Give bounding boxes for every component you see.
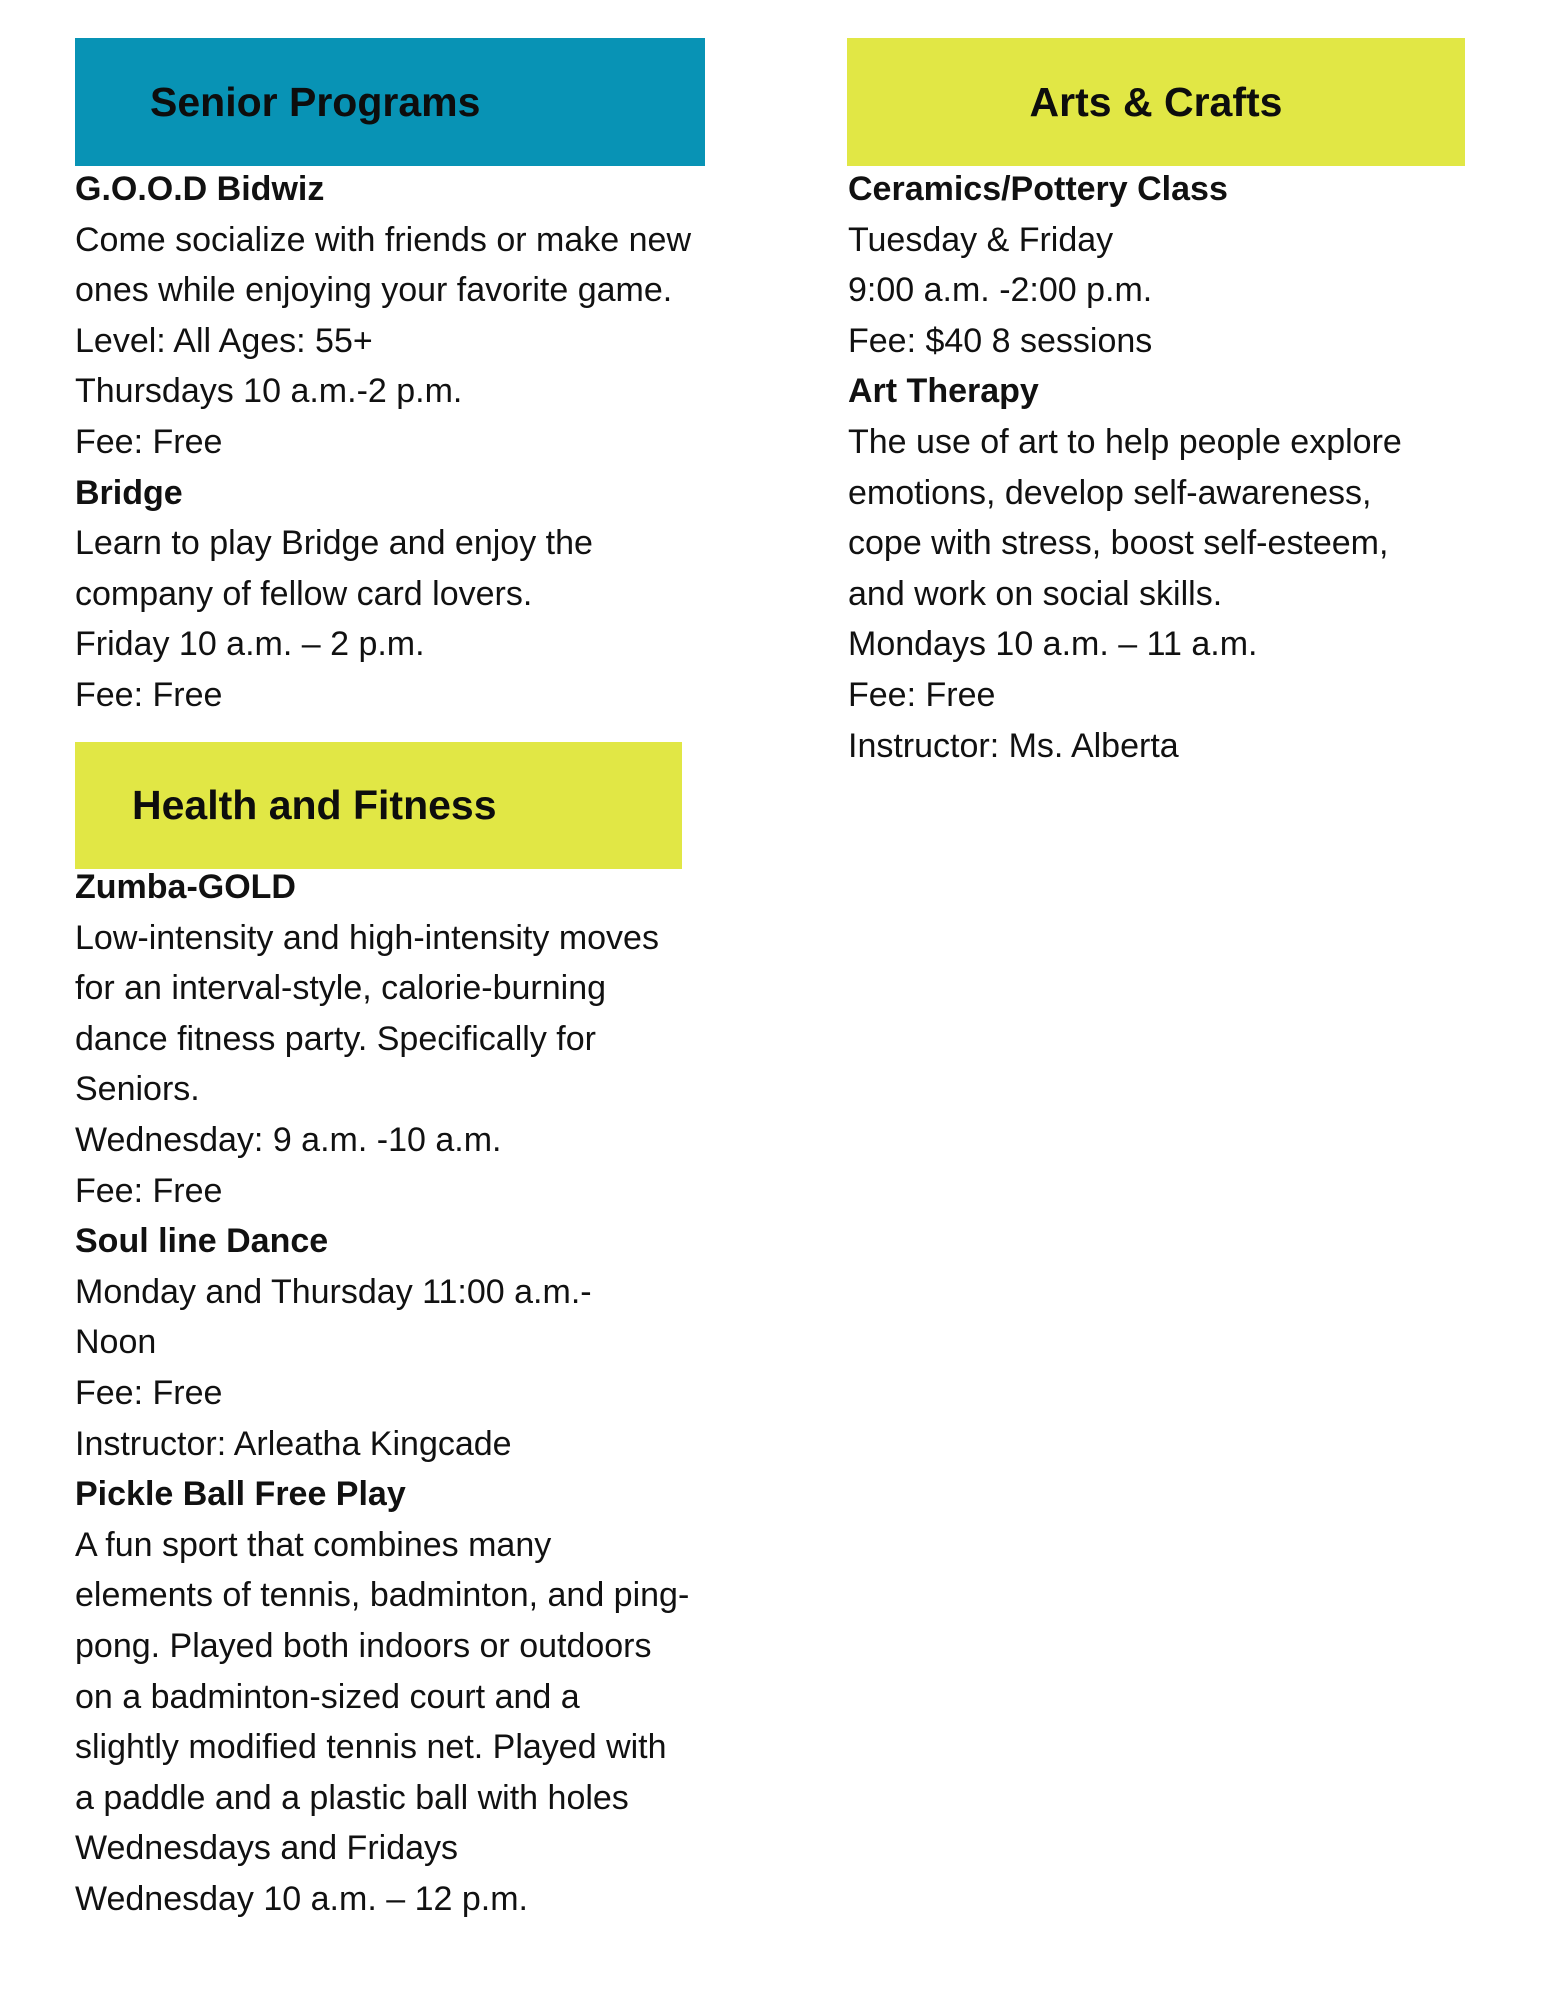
- program-text-line: Wednesdays and Fridays: [75, 1829, 459, 1868]
- program-text-line: Tuesday & Friday: [848, 220, 1114, 259]
- program-text-line: Low-intensity and high-intensity moves: [75, 918, 659, 957]
- program-title: Ceramics/Pottery Class: [848, 170, 1228, 208]
- program-text-line: pong. Played both indoors or outdoors: [75, 1626, 652, 1665]
- program-text-line: slightly modified tennis net. Played with: [75, 1728, 667, 1767]
- arts-crafts-banner: [847, 38, 1465, 166]
- program-text-line: emotions, develop self-awareness,: [848, 473, 1372, 512]
- health-fitness-list: [75, 862, 689, 1924]
- program-text-line: Learn to play Bridge and enjoy the: [75, 524, 593, 563]
- program-text-line: Thursdays 10 a.m.-2 p.m.: [75, 372, 463, 411]
- program-text-line: Instructor: Ms. Alberta: [848, 726, 1179, 765]
- program-text-line: cope with stress, boost self-esteem,: [848, 524, 1389, 563]
- program-text-line: Friday 10 a.m. – 2 p.m.: [75, 625, 425, 664]
- program-text-line: Fee: Free: [75, 675, 223, 714]
- program-text-line: elements of tennis, badminton, and ping-: [75, 1576, 690, 1615]
- program-text-line: Fee: Free: [75, 1373, 223, 1412]
- program-title: Zumba-GOLD: [75, 868, 296, 906]
- program-good-bidwiz: [75, 164, 691, 468]
- health-fitness-heading: Health and Fitness: [132, 782, 497, 828]
- program-text-line: The use of art to help people explore: [848, 422, 1402, 461]
- program-text-line: Fee: Free: [848, 675, 996, 714]
- program-title: Bridge: [75, 473, 183, 512]
- program-text-line: A fun sport that combines many: [75, 1525, 552, 1564]
- arts-crafts-list: [848, 164, 1402, 771]
- program-title: Soul line Dance: [75, 1222, 329, 1261]
- program-text-line: Noon: [75, 1323, 157, 1362]
- program-text-line: Wednesday: 9 a.m. -10 a.m.: [75, 1120, 502, 1159]
- program-title: Pickle Ball Free Play: [75, 1475, 406, 1514]
- program-text-line: a paddle and a plastic ball with holes: [75, 1778, 629, 1817]
- program-text-line: and work on social skills.: [848, 574, 1223, 613]
- program-art-therapy: [848, 366, 1402, 771]
- program-text-line: Instructor: Arleatha Kingcade: [75, 1424, 512, 1463]
- program-text-line: 9:00 a.m. -2:00 p.m.: [848, 271, 1153, 310]
- program-zumba-gold: [75, 862, 689, 1216]
- program-text-line: ones while enjoying your favorite game.: [75, 271, 673, 310]
- program-text-line: Seniors.: [75, 1070, 200, 1109]
- program-text-line: company of fellow card lovers.: [75, 574, 533, 613]
- program-bridge: [75, 468, 691, 721]
- program-title: Art Therapy: [848, 372, 1039, 411]
- program-text-line: on a badminton-sized court and a: [75, 1677, 580, 1716]
- arts-crafts-heading: Arts & Crafts: [1029, 78, 1283, 125]
- program-text-line: Come socialize with friends or make new: [75, 220, 692, 259]
- program-text-line: Mondays 10 a.m. – 11 a.m.: [848, 625, 1258, 664]
- program-text-line: for an interval-style, calorie-burning: [75, 969, 607, 1008]
- program-text-line: Fee: Free: [75, 422, 223, 461]
- program-title: G.O.O.D Bidwiz: [75, 170, 325, 208]
- senior-programs-banner: [75, 38, 705, 166]
- senior-programs-heading: Senior Programs: [150, 78, 481, 125]
- program-text-line: dance fitness party. Specifically for: [75, 1019, 596, 1058]
- program-text-line: Monday and Thursday 11:00 a.m.-: [75, 1272, 592, 1311]
- program-soul-line-dance: [75, 1216, 689, 1469]
- program-text-line: Wednesday 10 a.m. – 12 p.m.: [75, 1879, 528, 1918]
- program-ceramics-pottery: [848, 164, 1402, 366]
- health-fitness-banner: [75, 742, 682, 869]
- senior-programs-list: [75, 164, 691, 721]
- program-text-line: Fee: $40 8 sessions: [848, 321, 1153, 360]
- program-text-line: Level: All Ages: 55+: [75, 321, 373, 360]
- program-pickle-ball: [75, 1469, 689, 1924]
- program-text-line: Fee: Free: [75, 1171, 223, 1210]
